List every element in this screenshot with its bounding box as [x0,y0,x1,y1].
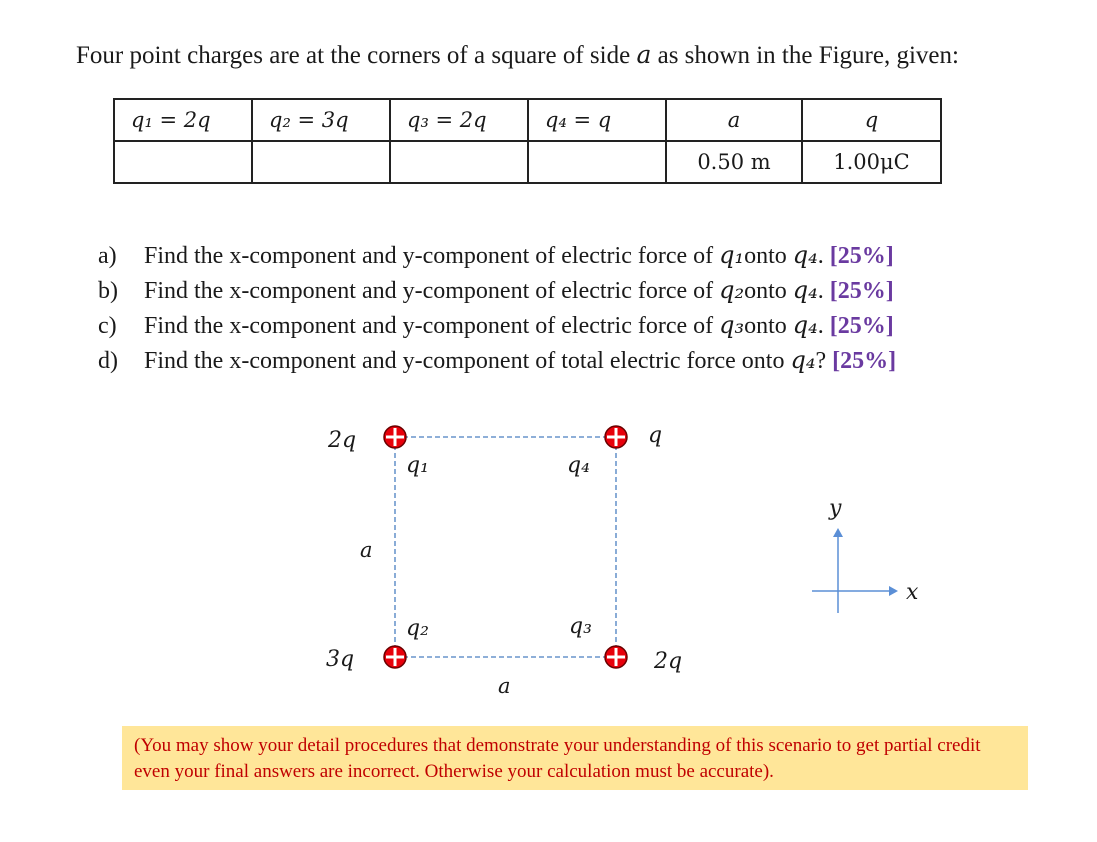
question-mid: onto [744,243,787,269]
header-cell-q: q [802,99,941,141]
charge-q1-value: 2q [328,428,357,453]
charge-q1-label: q₁ [406,453,429,478]
charge-q3-value: 2q [654,649,683,674]
header-cell-q4: q₄ = q [528,99,666,141]
question-weight: [25%] [829,243,894,269]
question-text: Find the x-component and y-component of electric force of [144,243,714,269]
question-to: q₄ [790,346,816,374]
question-to: q₄ [792,311,818,339]
header-cell-a: a [666,99,802,141]
grading-note: (You may show your detail procedures that demonstrate your understanding of this scenario to get partial credit even your final answers are incorrect. Otherwise your calculation must be accurate). [122,726,1028,790]
question-end: ? [815,348,827,374]
axis-y-label: y [829,496,842,521]
header-cell-q3: q₃ = 2q [390,99,528,141]
intro-var: a [636,40,652,69]
charge-q1-icon [384,426,406,448]
question-label: a) [98,243,117,269]
question-to: q₄ [792,276,818,304]
question-text: Find the x-component and y-component of total electric force onto [144,348,785,374]
question-text: Find the x-component and y-component of electric force of [144,278,714,304]
charge-q4-icon [605,426,627,448]
question-from: q₂ [719,276,745,304]
header-cell-q2: q₂ = 3q [252,99,390,141]
charge-q3-icon [605,646,627,668]
side-label-left: a [360,538,373,562]
question-end: . [817,243,824,269]
question-mid: onto [744,278,787,304]
charge-q2-label: q₂ [406,616,429,641]
charge-q2-icon [384,646,406,668]
charge-q4-label: q₄ [567,453,590,478]
charge-q2-value: 3q [326,647,355,672]
question-text: Find the x-component and y-component of electric force of [144,313,714,339]
intro-text: Four point charges are at the corners of a square of side [76,42,631,69]
charge-q3-label: q₃ [569,614,592,639]
question-to: q₄ [792,241,818,269]
question-from: q₁ [719,241,745,269]
question-from: q₃ [719,311,745,339]
question-end: . [817,278,824,304]
side-label-bottom: a [498,674,511,698]
header-cell-q1: q₁ = 2q [114,99,252,141]
question-label: d) [98,348,118,374]
value-cell-a: 0.50 m [666,141,802,183]
question-label: c) [98,313,117,339]
question-weight: [25%] [829,313,894,339]
question-label: b) [98,278,118,304]
axes-icon [812,528,898,613]
question-weight: [25%] [829,278,894,304]
question-end: . [817,313,824,339]
question-weight: [25%] [832,348,897,374]
charge-q4-value: q [648,423,663,448]
value-cell-q: 1.00μC [802,141,941,183]
intro-tail: as shown in the Figure, given: [657,42,959,69]
question-mid: onto [744,313,787,339]
axis-x-label: x [906,580,919,605]
